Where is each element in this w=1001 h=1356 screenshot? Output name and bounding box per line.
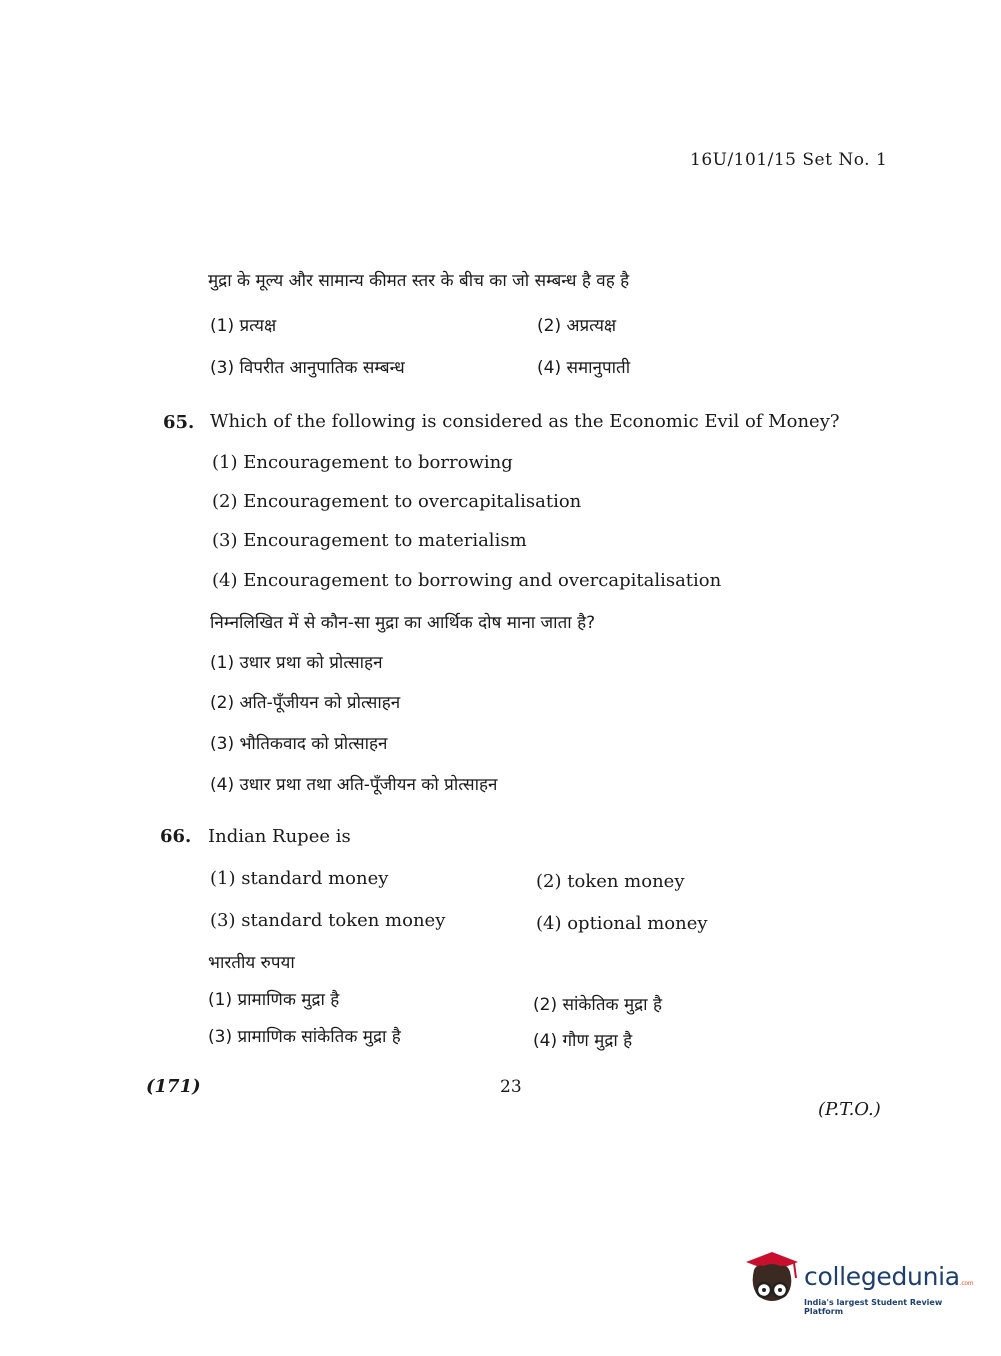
q66-hindi-option-3: (3) प्रामाणिक सांकेतिक मुद्रा है [208,1027,401,1047]
page-number: 23 [500,1077,522,1097]
pto-label: (P.T.O.) [818,1099,881,1120]
set-code: 16U/101/15 Set No. 1 [690,150,888,170]
question-number-65: 65. [163,412,195,433]
q65-hindi-option-2: (2) अति-पूँजीयन को प्रोत्साहन [210,693,401,713]
q65-option-1: (1) Encouragement to borrowing [212,452,513,473]
q64-option-2: (2) अप्रत्यक्ष [537,316,617,336]
paper-code: (171) [146,1076,201,1097]
q65-hindi-stem: निम्नलिखित में से कौन-सा मुद्रा का आर्थिक दोष माना जाता है? [210,613,596,633]
q66-hindi-option-1: (1) प्रामाणिक मुद्रा है [208,990,340,1010]
q65-hindi-option-4: (4) उधार प्रथा तथा अति-पूँजीयन को प्रोत्साहन [210,775,498,795]
q66-stem: Indian Rupee is [208,826,351,847]
q64-hindi-stem: मुद्रा के मूल्य और सामान्य कीमत स्तर के बीच का जो सम्बन्ध है वह है [208,271,630,291]
q65-stem: Which of the following is considered as the Economic Evil of Money? [210,411,840,432]
q66-hindi-stem: भारतीय रुपया [208,953,295,973]
brand-name: collegedunia.com [804,1262,974,1291]
q66-option-2: (2) token money [536,871,685,892]
q66-option-1: (1) standard money [210,868,389,889]
q65-option-3: (3) Encouragement to materialism [212,530,527,551]
q65-hindi-option-1: (1) उधार प्रथा को प्रोत्साहन [210,653,383,673]
q64-option-3: (3) विपरीत आनुपातिक सम्बन्ध [210,358,405,378]
q66-option-4: (4) optional money [536,913,708,934]
q65-option-4: (4) Encouragement to borrowing and overcapitalisation [212,570,722,591]
collegedunia-logo [742,1248,972,1318]
q66-hindi-option-2: (2) सांकेतिक मुद्रा है [533,995,663,1015]
q65-option-2: (2) Encouragement to overcapitalisation [212,491,582,512]
q65-hindi-option-3: (3) भौतिकवाद को प्रोत्साहन [210,734,388,754]
brand-tagline: India's largest Student Review Platform [804,1298,943,1316]
mascot-icon [742,1248,802,1318]
q64-option-4: (4) समानुपाती [537,358,631,378]
q66-hindi-option-4: (4) गौण मुद्रा है [533,1031,633,1051]
q64-option-1: (1) प्रत्यक्ष [210,316,277,336]
question-number-66: 66. [160,826,192,847]
q66-option-3: (3) standard token money [210,910,446,931]
